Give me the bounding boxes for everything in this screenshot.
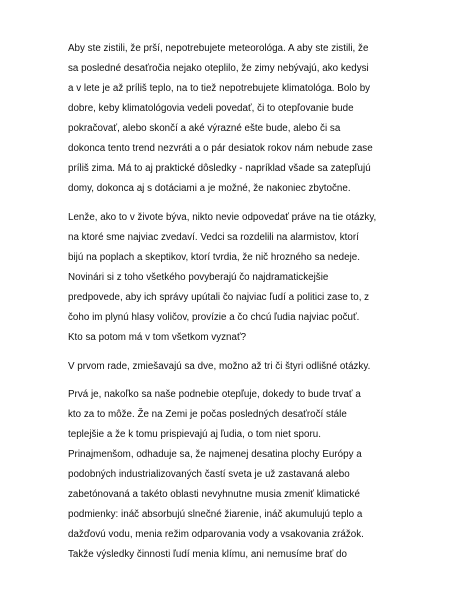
paragraph-3 xyxy=(68,357,398,377)
text-line: zabetónovaná a takéto oblasti nevyhnutne musia zmeniť klimatické xyxy=(68,489,360,500)
text-line: dobre, keby klimatológovia vedeli povedať, či to otepľovanie bude xyxy=(68,103,354,114)
text-line: predpovede, aby ich správy upútali čo najviac ľudí a politici zase to, z xyxy=(68,292,370,303)
document-body xyxy=(68,39,398,565)
text-line: Lenže, ako to v živote býva, nikto nevie odpovedať práve na tie otázky, xyxy=(68,212,377,223)
text-line: domy, dokonca aj s dotáciami a je možné, že nakoniec zbytočne. xyxy=(68,183,351,194)
text-line: Novinári si z toho všetkého povyberajú čo najdramatickejšie xyxy=(68,272,329,283)
text-line: kto za to môže. Že na Zemi je počas posledných desaťročí stále xyxy=(68,409,347,420)
paragraph-1 xyxy=(68,39,398,199)
text-line: príliš zima. Má to aj praktické dôsledky - napríklad všade sa zatepľujú xyxy=(68,163,371,174)
text-line: bijú na poplach a skeptikov, ktorí tvrdia, že nič hrozného sa nedeje. xyxy=(68,252,361,263)
paragraph-4 xyxy=(68,385,398,565)
text-line: teplejšie a že k tomu prispievajú aj ľudia, o tom niet sporu. xyxy=(68,429,321,440)
text-line: na ktoré sme najviac zvedaví. Vedci sa rozdelili na alarmistov, ktorí xyxy=(68,232,359,243)
text-line: V prvom rade, zmiešavajú sa dve, možno až tri či štyri odlišné otázky. xyxy=(68,361,371,372)
text-line: Takže výsledky činnosti ľudí menia klímu, ani nemusíme brať do xyxy=(68,549,347,560)
text-line: podmienky: ináč absorbujú slnečné žiarenie, ináč akumulujú teplo a xyxy=(68,509,363,520)
text-line: Kto sa potom má v tom všetkom vyznať? xyxy=(68,332,247,343)
text-line: dažďovú vodu, menia režim odparovania vody a vsakovania zrážok. xyxy=(68,529,364,540)
text-line: a v lete je až príliš teplo, na to tiež nepotrebujete klimatológa. Bolo by xyxy=(68,83,371,94)
text-line: pokračovať, alebo skončí a aké výrazné ešte bude, alebo či sa xyxy=(68,123,341,134)
text-line: Aby ste zistili, že prší, nepotrebujete meteorológa. A aby ste zistili, že xyxy=(68,43,369,54)
text-line: čoho im plynú hlasy voličov, provízie a čo chcú ľudia najviac počuť. xyxy=(68,312,360,323)
text-line: dokonca tento trend nezvráti a o pár desiatok rokov nám nebude zase xyxy=(68,143,373,154)
text-line: sa posledné desaťročia nejako oteplilo, že zimy nebývajú, ako kedysi xyxy=(68,63,369,74)
text-line: podobných industrializovaných častí sveta je už zastavaná alebo xyxy=(68,469,350,480)
paragraph-2 xyxy=(68,208,398,348)
text-line: Prinajmenšom, odhaduje sa, že najmenej desatina plochy Európy a xyxy=(68,449,362,460)
text-line: Prvá je, nakoľko sa naše podnebie otepľuje, dokedy to bude trvať a xyxy=(68,389,361,400)
